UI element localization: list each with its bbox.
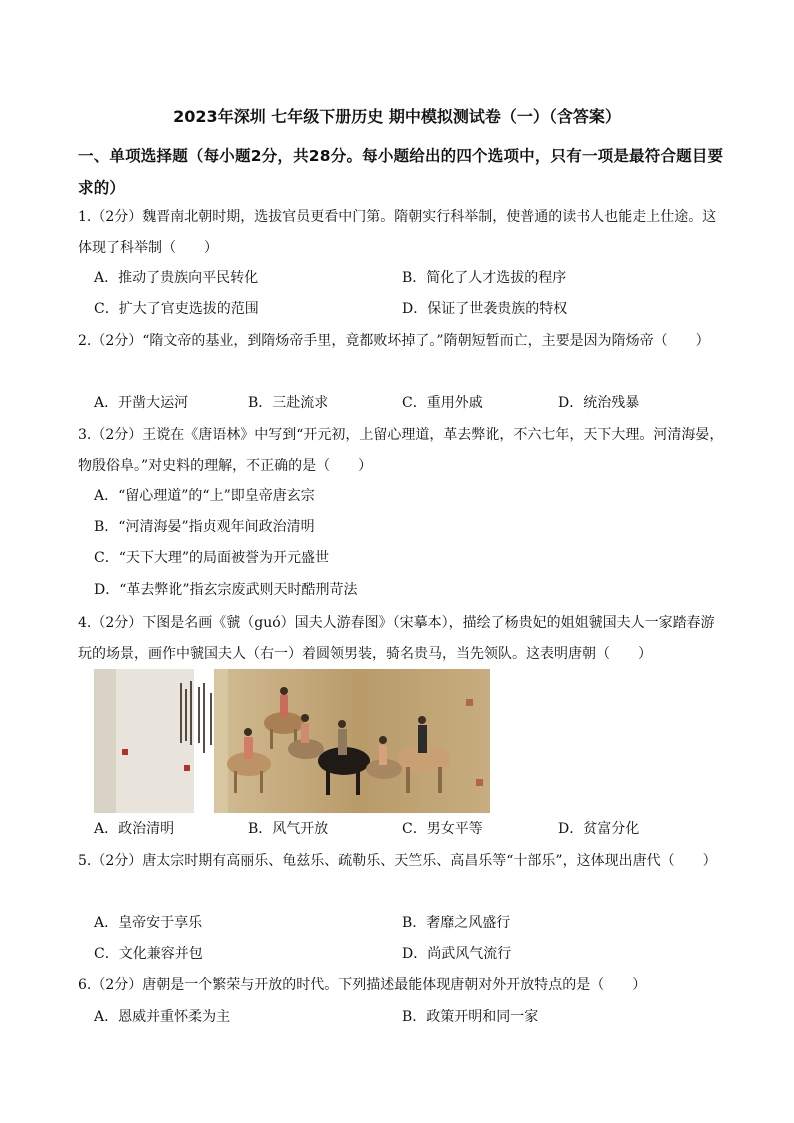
question-1-stem: 1.（2分）魏晋南北朝时期，选拔官员更看中门第。隋朝实行科举制，使普通的读书人也能走上仕途。这体现了科举制（ ） (78, 209, 717, 256)
question-2-option-b: B．三赴流求 (248, 395, 329, 411)
question-5-option-d: D．尚武风气流行 (402, 946, 512, 962)
question-2-stem: 2.（2分）“隋文帝的基业，到隋炀帝手里，竟都败坏掉了。”隋朝短暂而亡，主要是因为隋炀帝（ ） (78, 333, 710, 349)
question-3-option-b: B．“河清海晏”指贞观年间政治清明 (94, 519, 315, 535)
question-4-option-a: A．政治清明 (94, 821, 175, 837)
question-6-option-b: B．政策开明和同一家 (402, 1009, 539, 1025)
question-3-option-c: C．“天下大理”的局面被誉为开元盛世 (94, 550, 330, 566)
question-1-option-b: B．简化了人才选拔的程序 (402, 270, 567, 286)
question-2-option-a: A．开凿大运河 (94, 395, 189, 411)
page-title: 2023年深圳 七年级下册历史 期中模拟测试卷（一）（含答案） (173, 107, 621, 126)
question-4-option-d: D．贫富分化 (558, 821, 640, 837)
section-heading: 一、单项选择题（每小题2分，共28分。每小题给出的四个选项中，只有一项是最符合题目要求的） (78, 147, 724, 197)
question-3-stem: 3.（2分）王谠在《唐语林》中写到“开元初，上留心理道，革去弊讹，不六七年，天下大理。河清海晏，物殷俗阜。”对史料的理解，不正确的是（ ） (78, 427, 724, 474)
question-5-option-a: A．皇帝安于享乐 (94, 915, 203, 931)
question-4-stem: 4.（2分）下图是名画《虢（guó）国夫人游春图》（宋摹本），描绘了杨贵妃的姐姐虢国夫人一家踏春游玩的场景，画作中虢国夫人（右一）着圆领男装，骑名贵马，当先领队。这表明唐朝（ ） (78, 615, 715, 662)
question-5-option-c: C．文化兼容并包 (94, 946, 203, 962)
question-3-option-d: D．“革去弊讹”指玄宗废武则天时酷刑苛法 (94, 582, 358, 598)
painting-image (94, 669, 490, 813)
question-1-option-d: D．保证了世袭贵族的特权 (402, 301, 568, 317)
question-4-option-c: C．男女平等 (402, 821, 483, 837)
question-6-stem: 6.（2分）唐朝是一个繁荣与开放的时代。下列描述最能体现唐朝对外开放特点的是（ ） (78, 977, 647, 993)
question-2-option-d: D．统治残暴 (558, 395, 640, 411)
question-6-option-a: A．恩威并重怀柔为主 (94, 1009, 231, 1025)
question-4-option-b: B．风气开放 (248, 821, 329, 837)
question-1-option-c: C．扩大了官吏选拔的范围 (94, 301, 259, 317)
question-2-option-c: C．重用外戚 (402, 395, 483, 411)
question-1-option-a: A．推动了贵族向平民转化 (94, 270, 259, 286)
question-5-stem: 5.（2分）唐太宗时期有高丽乐、龟兹乐、疏勒乐、天竺乐、高昌乐等“十部乐”，这体现出唐代（ ） (78, 853, 717, 869)
question-5-option-b: B．奢靡之风盛行 (402, 915, 511, 931)
question-3-option-a: A．“留心理道”的“上”即皇帝唐玄宗 (94, 488, 315, 504)
